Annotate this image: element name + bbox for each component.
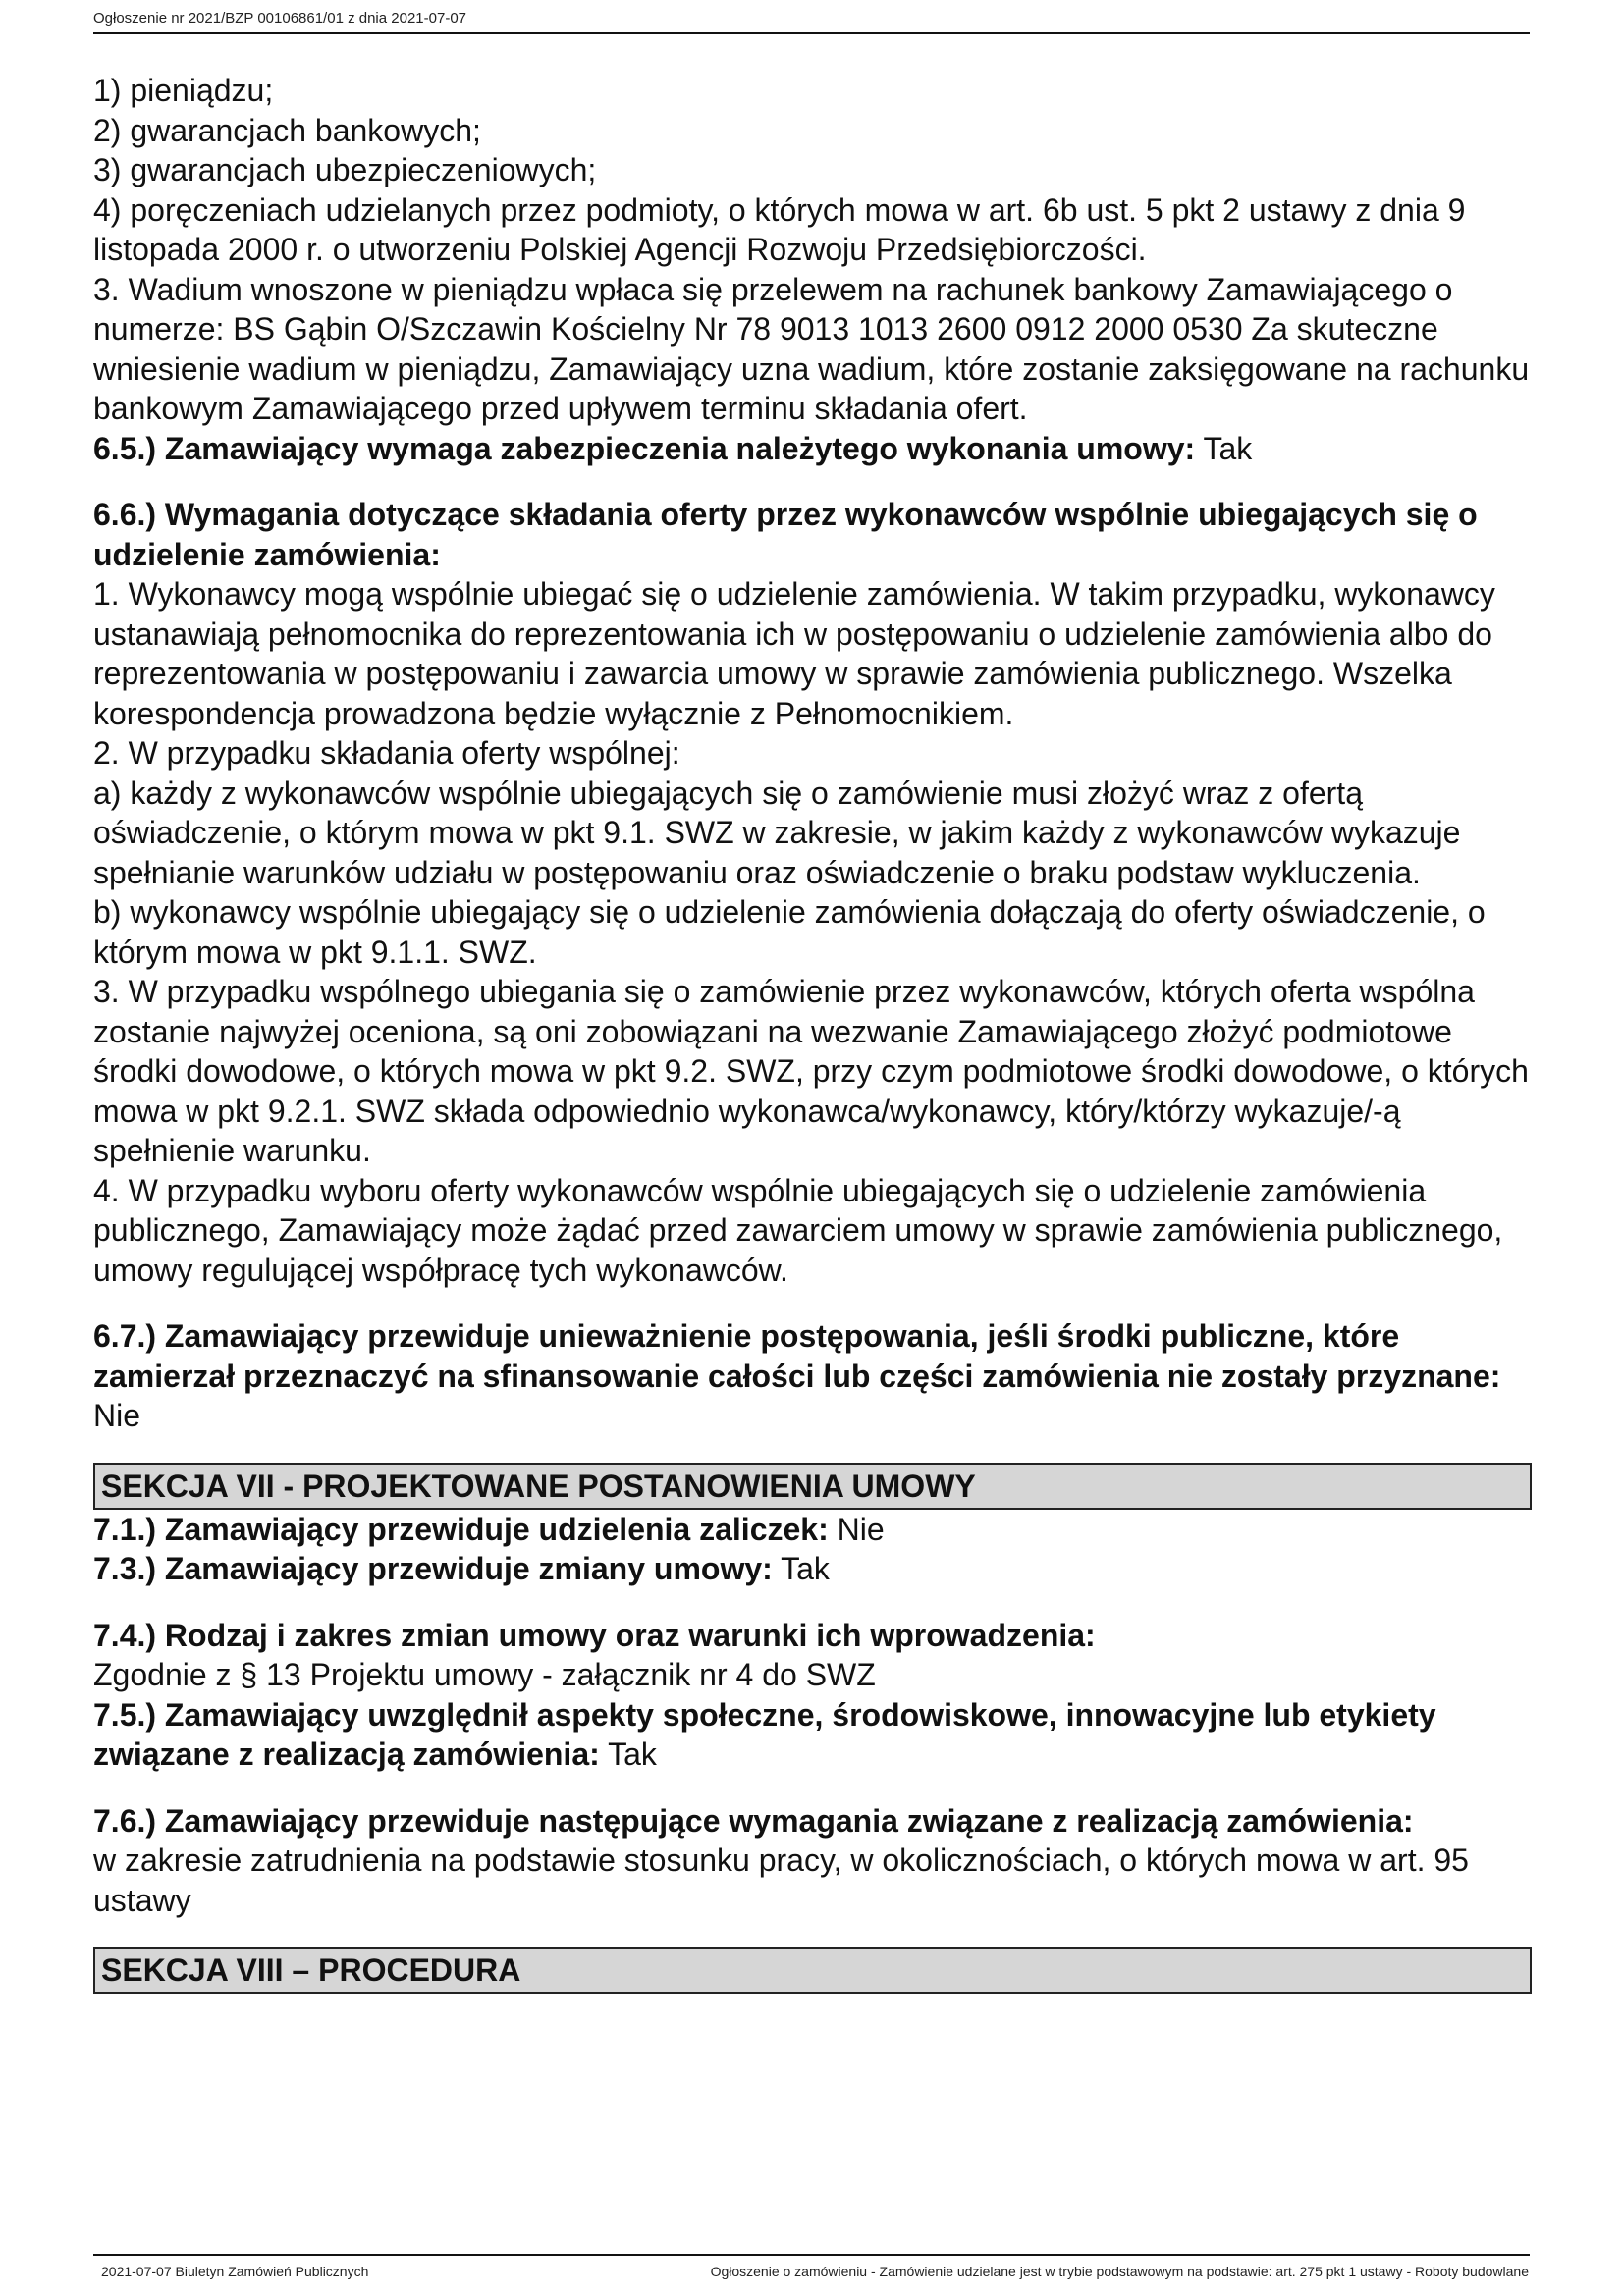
section-6-6-line-2: 2. W przypadku składania oferty wspólnej: <box>93 735 680 771</box>
section-6-6-line-6: 4. W przypadku wyboru oferty wykonawców wspólnie ubiegających się o udzielenie zamówienia publicznego, Zamawiający może żądać przed zawarciem umowy w sprawie zamówienia publicznego, umowy regulującej współpracę tych wykonawców. <box>93 1172 1503 1288</box>
section-6-5 <box>93 429 1532 469</box>
section-7-4-answer: Zgodnie z § 13 Projektu umowy - załącznik nr 4 do SWZ <box>93 1657 876 1692</box>
section-7-5-question: 7.5.) Zamawiający uwzględnił aspekty społeczne, środowiskowe, innowacyjne lub etykiety związane z realizacją zamówienia: <box>93 1696 1436 1772</box>
section-7-6 <box>93 1801 1532 1921</box>
section-6-5-answer: Tak <box>1203 430 1253 466</box>
section-6-5-question: 6.5.) Zamawiający wymaga zabezpieczenia należytego wykonania umowy: <box>93 430 1196 466</box>
section-6-6-line-5: 3. W przypadku wspólnego ubiegania się o zamówienie przez wykonawców, których oferta wspólna zostanie najwyżej oceniona, są oni zobowiązani na wezwanie Zamawiającego złożyć podmiotowe środki dowodowe, o których mowa w pkt 9.2. SWZ, przy czym podmiotowe środki dowodowe, o których mowa w pkt 9.2.1. SWZ składa odpowiednio wykonawca/wykonawcy, który/którzy wykazuje/-ą spełnienie warunku. <box>93 974 1529 1168</box>
intro-line-3: 3) gwarancjach ubezpieczeniowych; <box>93 152 597 187</box>
intro-line-4: 4) poręczeniach udzielanych przez podmioty, o których mowa w art. 6b ust. 5 pkt 2 ustawy z dnia 9 listopada 2000 r. o utworzeniu Polskiej Agencji Rozwoju Przedsiębiorczości. <box>93 191 1466 267</box>
section-7-4 <box>93 1616 1532 1695</box>
section-7-3-question: 7.3.) Zamawiający przewiduje zmiany umowy: <box>93 1551 773 1586</box>
section-6-6 <box>93 495 1532 1290</box>
section-7-3-answer: Tak <box>781 1551 830 1586</box>
intro-line-2: 2) gwarancjach bankowych; <box>93 112 481 148</box>
document-body <box>93 71 1532 1994</box>
section-6-7-answer: Nie <box>93 1398 141 1433</box>
section-7-3 <box>93 1549 1532 1589</box>
section-6-6-line-4: b) wykonawcy wspólnie ubiegający się o udzielenie zamówienia dołączają do oferty oświadczenie, o którym mowa w pkt 9.1.1. SWZ. <box>93 894 1486 970</box>
page-header: Ogłoszenie nr 2021/BZP 00106861/01 z dnia 2021-07-07 <box>93 10 467 27</box>
section-8-banner: SEKCJA VIII – PROCEDURA <box>93 1947 1532 1994</box>
section-6-6-question: 6.6.) Wymagania dotyczące składania oferty przez wykonawców wspólnie ubiegających się o udzielenie zamówienia: <box>93 497 1478 572</box>
section-7-6-answer: w zakresie zatrudnienia na podstawie stosunku pracy, w okolicznościach, o których mowa w art. 95 ustawy <box>93 1842 1469 1918</box>
header-rule <box>93 32 1530 34</box>
section-6-6-line-1: 1. Wykonawcy mogą wspólnie ubiegać się o udzielenie zamówienia. W takim przypadku, wykonawcy ustanawiają pełnomocnika do reprezentowania ich w postępowaniu o udzielenie zamówienia albo do reprezentowania w postępowaniu i zawarcia umowy w sprawie zamówienia publicznego. Wszelka korespondencja prowadzona będzie wyłącznie z Pełnomocnikiem. <box>93 576 1495 731</box>
section-7-5 <box>93 1695 1532 1775</box>
section-7-1-answer: Nie <box>837 1511 885 1547</box>
section-7-1-question: 7.1.) Zamawiający przewiduje udzielenia zaliczek: <box>93 1511 829 1547</box>
footer-rule <box>93 2254 1530 2256</box>
section-7-1 <box>93 1510 1532 1550</box>
section-7-5-answer: Tak <box>608 1736 657 1772</box>
intro-line-5: 3. Wadium wnoszone w pieniądzu wpłaca się przelewem na rachunek bankowy Zamawiającego o numerze: BS Gąbin O/Szczawin Kościelny Nr 78 9013 1013 2600 0912 2000 0530 Za skuteczne wniesienie wadium w pieniądzu, Zamawiający uzna wadium, które zostanie zaksięgowane na rachunku bankowym Zamawiającego przed upływem terminu składania ofert. <box>93 271 1530 426</box>
intro-line-1: 1) pieniądzu; <box>93 73 274 108</box>
section-6-6-line-3: a) każdy z wykonawców wspólnie ubiegających się o zamówienie musi złożyć wraz z ofertą oświadczenie, o którym mowa w pkt 9.1. SWZ w zakresie, w jakim każdy z wykonawców wykazuje spełnianie warunków udziału w postępowaniu oraz oświadczenie o braku podstaw wykluczenia. <box>93 774 1461 890</box>
section-7-6-question: 7.6.) Zamawiający przewiduje następujące wymagania związane z realizacją zamówienia: <box>93 1802 1414 1839</box>
section-7-banner: SEKCJA VII - PROJEKTOWANE POSTANOWIENIA UMOWY <box>93 1463 1532 1510</box>
section-6-7 <box>93 1316 1532 1436</box>
section-7-4-question: 7.4.) Rodzaj i zakres zmian umowy oraz warunki ich wprowadzenia: <box>93 1617 1096 1653</box>
section-6-7-question: 6.7.) Zamawiający przewiduje unieważnienie postępowania, jeśli środki publiczne, które zamierzał przeznaczyć na sfinansowanie całości lub części zamówienia nie zostały przyznane: <box>93 1318 1501 1394</box>
footer-notice-type: Ogłoszenie o zamówieniu - Zamówienie udzielane jest w trybie podstawowym na podstawie: art. 275 pkt 1 ustawy - Roboty budowlane <box>710 2264 1529 2279</box>
footer-date-source: 2021-07-07 Biuletyn Zamówień Publicznych <box>101 2264 369 2279</box>
